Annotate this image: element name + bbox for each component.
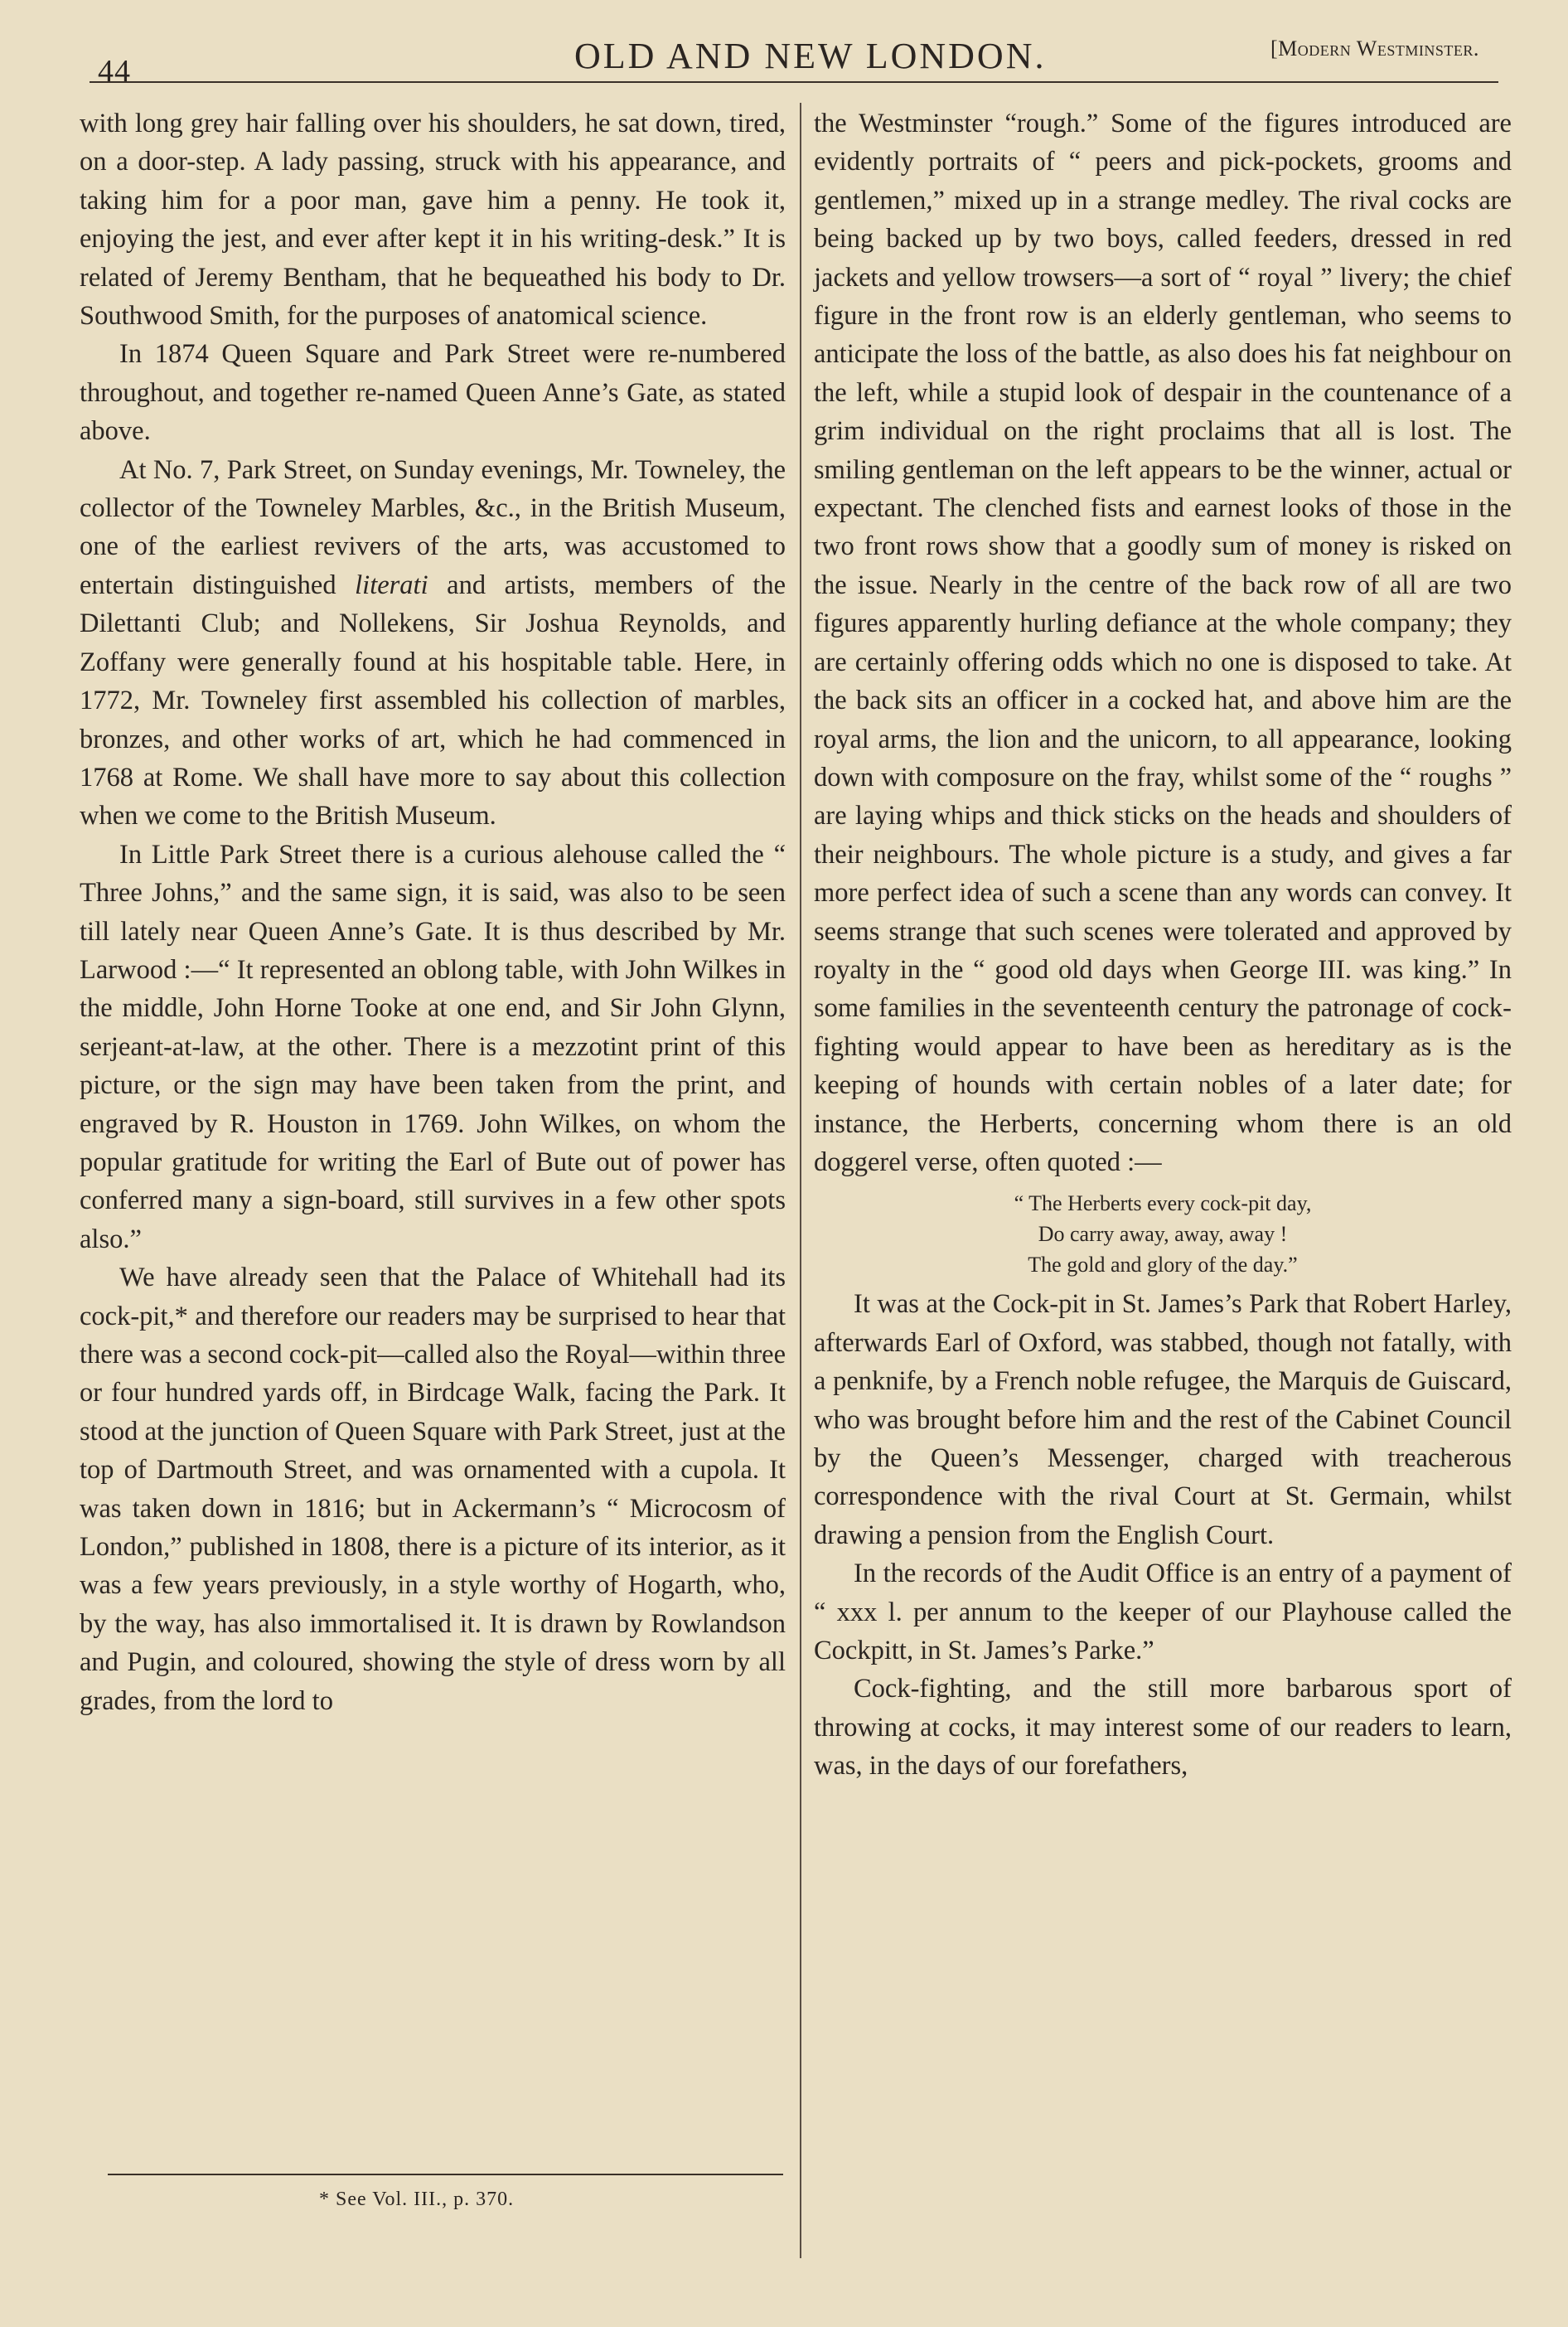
verse-line: The gold and glory of the day.” [1028, 1253, 1298, 1277]
footnote: * See Vol. III., p. 370. [319, 2189, 515, 2210]
paragraph-text: At No. 7, Park Street, on Sunday evenings, Mr. Towneley, the collector of the Towneley Marbles, &c., in the British Museum, one of the earliest revivers of the arts, was accustomed to entertain distinguished [80, 454, 786, 600]
paragraph: It was at the Cock-pit in St. James’s Park that Robert Harley, afterwards Earl of Oxford, was stabbed, though not fatally, with a penknife, by a French noble refugee, the Marquis de Guiscard, who was brought before him and the rest of the Cabinet Council by the Queen’s Messenger, charged with treacherous correspondence with the rival Court at St. Germain, whilst drawing a pension from the English Court. [814, 1289, 1512, 1550]
page-header [90, 30, 1498, 89]
verse-quote [814, 1188, 1512, 1280]
header-rule [90, 81, 1498, 83]
paragraph: In the records of the Audit Office is an entry of a payment of “ xxx l. per annum to the keeper of our Playhouse called the Cockpitt, in St. James’s Parke.” [814, 1559, 1512, 1666]
italic-term: literati [355, 570, 428, 600]
running-title: OLD AND NEW LONDON. [574, 36, 1047, 76]
footnote-rule [108, 2174, 783, 2175]
page-number: 44 [98, 54, 131, 89]
verse-line: “ The Herberts every cock-pit day, [1014, 1191, 1312, 1216]
right-column [814, 104, 1512, 1786]
section-title: [Modern Westminster. [1270, 36, 1479, 61]
paragraph-text: and artists, members of the Dilettanti Club; and Nollekens, Sir Joshua Reynolds, and Zoffany were generally found at his hospitable table. Here, in 1772, Mr. Towneley first assembled his collection of marbles, bronzes, and other works of art, which he had commenced in 1768 at Rome. We shall have more to say about this collection when we come to the British Museum. [80, 570, 786, 831]
paragraph [80, 451, 786, 836]
verse-line: Do carry away, away, away ! [1038, 1222, 1288, 1247]
paragraph: the Westminster “rough.” Some of the figures introduced are evidently portraits of “ peers and pick-pockets, grooms and gentlemen,” mixed up in a strange medley. The rival cocks are being backed up by two boys, called feeders, dressed in red jackets and yellow trowsers—a sort of “ royal ” livery; the chief figure in the front row is an elderly gentleman, who seems to anticipate the loss of the battle, as also does his fat neighbour on the left, while a stupid look of despair in the countenance of a grim individual on the right proclaims that all is lost. The smiling gentleman on the left appears to be the winner, actual or expectant. The clenched fists and earnest looks of those in the two front rows show that a goodly sum of money is risked on the issue. Nearly in the centre of the back row of all are two figures apparently hurling defiance at the whole company; they are certainly offering odds which no one is disposed to take. At the back sits an officer in a cocked hat, and above him are the royal arms, the lion and the unicorn, to all appearance, looking down with composure on the fray, whilst some of the “ roughs ” are laying whips and thick sticks on the heads and shoulders of their neighbours. The whole picture is a study, and gives a far more perfect idea of such a scene than any words can convey. It seems strange that such scenes were tolerated and approved by royalty in the “ good old days when George III. was king.” In some families in the seventeenth century the patronage of cock-fighting would appear to have been as hereditary as is the keeping of hounds with certain nobles of a later date; for instance, the Herberts, concerning whom there is an old doggerel verse, often quoted :— [814, 109, 1512, 1177]
left-column [80, 104, 786, 1720]
paragraph: Cock-fighting, and the still more barbarous sport of throwing at cocks, it may interest some of our readers to learn, was, in the days of our forefathers, [814, 1674, 1512, 1782]
column-divider [800, 103, 801, 2258]
paragraph: We have already seen that the Palace of Whitehall had its cock-pit,* and therefore our readers may be surprised to hear that there was a second cock-pit—called also the Royal—within three or four hundred yards off, in Birdcage Walk, facing the Park. It stood at the junction of Queen Square with Park Street, just at the top of Dartmouth Street, and was ornamented with a cupola. It was taken down in 1816; but in Ackermann’s “ Microcosm of London,” published in 1808, there is a picture of its interior, as it was a few years previously, in a style worthy of Hogarth, who, by the way, has also immortalised it. It is drawn by Rowlandson and Pugin, and coloured, showing the style of dress worn by all grades, from the lord to [80, 1263, 786, 1716]
paragraph: with long grey hair falling over his shoulders, he sat down, tired, on a door-step. A lady passing, struck with his appearance, and taking him for a poor man, gave him a penny. He took it, enjoying the jest, and ever after kept it in his writing-desk.” It is related of Jeremy Bentham, that he bequeathed his body to Dr. Southwood Smith, for the purposes of anatomical science. [80, 109, 786, 332]
paragraph: In 1874 Queen Square and Park Street were re-numbered throughout, and together re-named Queen Anne’s Gate, as stated above. [80, 339, 786, 447]
paragraph: In Little Park Street there is a curious alehouse called the “ Three Johns,” and the same sign, it is said, was also to be seen till lately near Queen Anne’s Gate. It is thus described by Mr. Larwood :—“ It represented an oblong table, with John Wilkes in the middle, John Horne Tooke at one end, and Sir John Glynn, serjeant-at-law, at the other. There is a mezzotint print of this picture, or the sign may have been taken from the print, and engraved by R. Houston in 1769. John Wilkes, on whom the popular gratitude for writing the Earl of Bute out of power has conferred many a sign-board, still survives in a few other spots also.” [80, 839, 786, 1254]
